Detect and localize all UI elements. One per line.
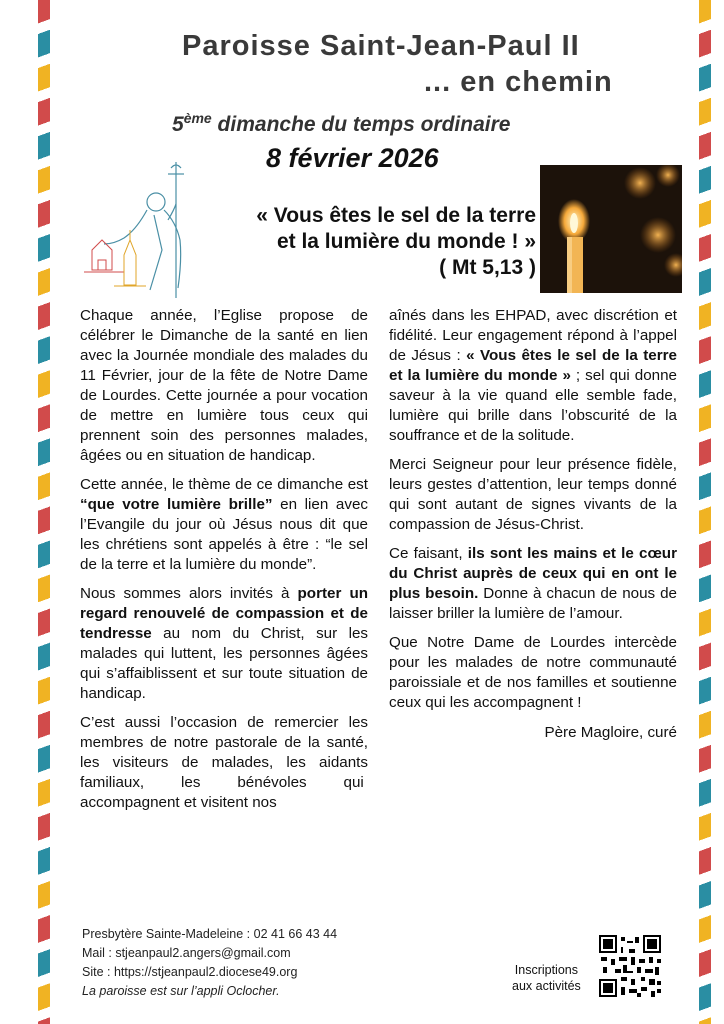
decorative-border-right <box>699 0 711 1024</box>
p3-text-a: Nous sommes alors invités à <box>80 585 298 602</box>
footer-site[interactable]: Site : https://stjeanpaul2.diocese49.org <box>82 965 298 979</box>
paragraph-5: Merci Seigneur pour leur présence fidèle, leurs gestes d’attention, leur temps donné qui sont autant de signes vivants de la compassion de Jésus-Christ. <box>389 456 677 533</box>
gospel-quote <box>196 203 536 281</box>
parish-title: Paroisse Saint-Jean-Paul II <box>182 30 580 62</box>
p2-text-c: en lien avec l’Evangile du jour où Jésus nous dit que les chrétiens sont appelés à être : “le sel de la terre et la lumière du monde”. <box>80 496 368 573</box>
text-column-right <box>389 306 677 743</box>
signature: Père Magloire, curé <box>544 724 677 741</box>
sunday-rest: dimanche du temps ordinaire <box>211 113 511 136</box>
inscriptions-label <box>512 962 581 994</box>
footer-mail[interactable]: Mail : stjeanpaul2.angers@gmail.com <box>82 946 291 960</box>
paragraph-4-end: aînés dans les EHPAD, avec discrétion et fidélité. Leur engagement répond à l’appel de Jésus : « Vous êtes le sel de la terre et la lumière du monde » ; sel qui donne saveur à la vie quand elle semble fade, lumière qui brille dans l’obscurité de la souffrance et de la solitude. <box>389 307 678 444</box>
p4-quote: « Vous êtes le sel de la terre et la lumière du monde » <box>389 347 678 384</box>
p3-text-c: au nom du Christ, sur les malades qui luttent, les personnes âgées qui s’affaiblissent et sur toute situation de handicap. <box>80 625 368 702</box>
sunday-ordinal-suffix: ème <box>183 110 212 126</box>
paragraph-7: Que Notre Dame de Lourdes intercède pour les malades de notre communauté paroissiale et de nos familles et soutienne ceux qui les accompagnent ! <box>389 634 677 711</box>
paragraph-1: Chaque année, l’Eglise propose de célébrer le Dimanche de la santé en lien avec la Journée mondiale des malades du 11 Février, jour de la fête de Notre Dame de Lourdes. Cette journée a pour vocation de mettre en lumière tous ceux qui prennent soin des personnes malades, âgées ou en situation de handicap. <box>80 307 368 464</box>
decorative-border-left <box>38 0 50 1024</box>
footer-contact <box>82 925 337 1001</box>
p4-text-c: ; sel qui donne saveur à la vie quand elle semble fade, lumière qui brille dans l’obscurité de la souffrance et de la solitude. <box>389 367 678 444</box>
quote-line-2: et la lumière du monde ! » <box>276 230 536 253</box>
p6-bold: ils sont les mains et le cœur du Christ auprès de ceux qui en ont le plus besoin. <box>389 545 677 602</box>
paragraph-4-start: C’est aussi l’occasion de remercier les membres de notre pastorale de la santé, les visiteurs de malades, les aidants familiaux, les bénévoles qui accompagnent et visitent nos <box>80 714 368 811</box>
p2-text-a: Cette année, le thème de ce dimanche est <box>80 476 368 493</box>
text-column-left <box>80 306 368 813</box>
pope-illustration <box>84 160 194 300</box>
p2-theme: “que votre lumière brille” <box>80 496 273 513</box>
paragraph-3 <box>80 584 368 704</box>
paragraph-2 <box>80 475 368 575</box>
footer-app: La paroisse est sur l’appli Oclocher. <box>82 984 280 998</box>
quote-reference: ( Mt 5,13 ) <box>439 256 536 279</box>
quote-line-1: « Vous êtes le sel de la terre <box>256 204 536 227</box>
qr-code-icon[interactable] <box>597 933 663 999</box>
p6-text-c: Donne à chacun de nous de laisser briller la lumière de l’amour. <box>389 585 677 622</box>
inscriptions-line-2: aux activités <box>512 979 581 993</box>
sunday-title <box>172 110 510 137</box>
sunday-ordinal: 5 <box>172 113 184 136</box>
candle-photo <box>540 165 682 293</box>
p6-text-a: Ce faisant, <box>389 545 468 562</box>
parish-tagline: ... en chemin <box>424 66 613 98</box>
paragraph-6 <box>389 544 677 624</box>
footer-phone: Presbytère Sainte-Madeleine : 02 41 66 43 44 <box>82 927 338 941</box>
inscriptions-line-1: Inscriptions <box>514 963 578 977</box>
p3-bold: porter un regard renouvelé de compassion et de tendresse <box>80 585 368 642</box>
date-title: 8 février 2026 <box>266 143 439 173</box>
